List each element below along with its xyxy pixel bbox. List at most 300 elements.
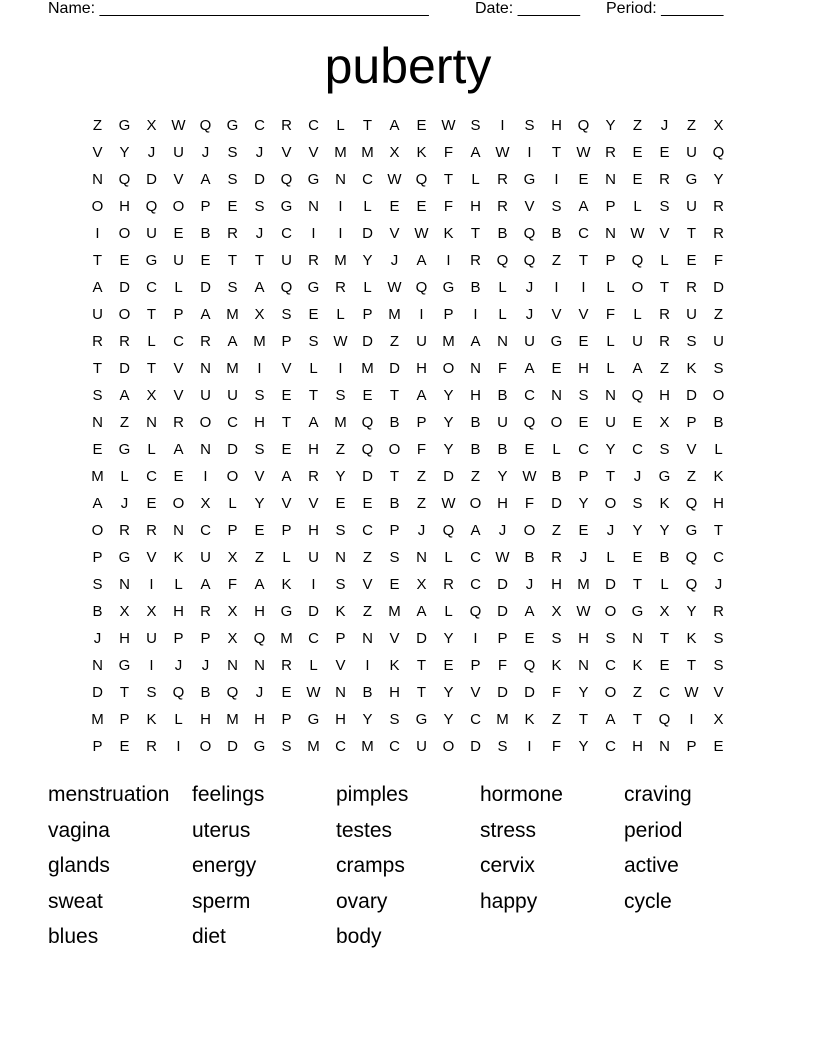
grid-letter[interactable]: Q bbox=[631, 252, 644, 269]
grid-letter[interactable]: C bbox=[632, 441, 643, 458]
grid-letter[interactable]: D bbox=[227, 441, 238, 458]
grid-letter[interactable]: B bbox=[470, 441, 481, 458]
grid-letter[interactable]: L bbox=[444, 549, 453, 566]
grid-letter[interactable]: L bbox=[309, 360, 318, 377]
grid-letter[interactable]: B bbox=[362, 684, 373, 701]
grid-letter[interactable]: O bbox=[442, 738, 455, 755]
grid-letter[interactable]: L bbox=[471, 171, 480, 188]
grid-letter[interactable]: E bbox=[281, 387, 292, 404]
grid-letter[interactable]: Z bbox=[389, 333, 400, 350]
grid-letter[interactable]: C bbox=[281, 225, 292, 242]
grid-letter[interactable]: R bbox=[470, 252, 481, 269]
grid-letter[interactable]: E bbox=[632, 171, 643, 188]
grid-letter[interactable]: N bbox=[173, 522, 184, 539]
grid-letter[interactable]: G bbox=[523, 171, 536, 188]
grid-letter[interactable]: Y bbox=[443, 441, 454, 458]
grid-letter[interactable]: K bbox=[335, 603, 346, 620]
grid-letter[interactable]: L bbox=[336, 306, 345, 323]
grid-letter[interactable]: Z bbox=[632, 117, 643, 134]
grid-letter[interactable]: P bbox=[281, 333, 292, 350]
grid-letter[interactable]: U bbox=[686, 198, 697, 215]
grid-letter[interactable]: F bbox=[443, 144, 454, 161]
grid-letter[interactable]: Z bbox=[551, 252, 562, 269]
grid-letter[interactable]: R bbox=[551, 549, 562, 566]
grid-letter[interactable]: A bbox=[200, 576, 211, 593]
grid-letter[interactable]: M bbox=[91, 711, 104, 728]
grid-letter[interactable]: L bbox=[174, 711, 183, 728]
grid-letter[interactable]: U bbox=[173, 252, 184, 269]
grid-letter[interactable]: U bbox=[686, 306, 697, 323]
grid-letter[interactable]: U bbox=[524, 333, 535, 350]
grid-letter[interactable]: N bbox=[605, 171, 616, 188]
grid-letter[interactable]: E bbox=[632, 549, 643, 566]
grid-letter[interactable]: T bbox=[578, 252, 589, 269]
grid-letter[interactable]: P bbox=[362, 306, 373, 323]
grid-letter[interactable]: S bbox=[92, 387, 103, 404]
grid-letter[interactable]: D bbox=[362, 225, 373, 242]
grid-letter[interactable]: V bbox=[551, 306, 562, 323]
grid-letter[interactable]: I bbox=[338, 360, 343, 377]
grid-letter[interactable]: A bbox=[281, 468, 292, 485]
grid-letter[interactable]: D bbox=[200, 279, 211, 296]
grid-letter[interactable]: O bbox=[226, 468, 239, 485]
grid-letter[interactable]: W bbox=[495, 549, 510, 566]
grid-letter[interactable]: H bbox=[578, 630, 589, 647]
grid-letter[interactable]: B bbox=[497, 225, 508, 242]
grid-letter[interactable]: D bbox=[686, 387, 697, 404]
grid-letter[interactable]: A bbox=[632, 360, 643, 377]
grid-letter[interactable]: Q bbox=[415, 171, 428, 188]
grid-letter[interactable]: T bbox=[416, 684, 427, 701]
grid-letter[interactable]: C bbox=[470, 711, 481, 728]
grid-letter[interactable]: K bbox=[686, 360, 697, 377]
grid-letter[interactable]: X bbox=[713, 117, 724, 134]
grid-letter[interactable]: C bbox=[578, 441, 589, 458]
grid-letter[interactable]: Q bbox=[361, 441, 374, 458]
grid-letter[interactable]: K bbox=[659, 495, 670, 512]
grid-letter[interactable]: J bbox=[525, 306, 534, 323]
grid-letter[interactable]: A bbox=[227, 333, 238, 350]
grid-letter[interactable]: M bbox=[442, 333, 455, 350]
grid-letter[interactable]: P bbox=[686, 414, 697, 431]
grid-letter[interactable]: N bbox=[335, 171, 346, 188]
grid-letter[interactable]: Y bbox=[632, 522, 643, 539]
grid-letter[interactable]: O bbox=[604, 495, 617, 512]
grid-letter[interactable]: R bbox=[281, 657, 292, 674]
grid-letter[interactable]: E bbox=[362, 387, 373, 404]
grid-letter[interactable]: D bbox=[227, 738, 238, 755]
grid-letter[interactable]: M bbox=[361, 738, 374, 755]
grid-letter[interactable]: S bbox=[335, 576, 346, 593]
grid-letter[interactable]: U bbox=[173, 144, 184, 161]
grid-letter[interactable]: H bbox=[254, 414, 265, 431]
grid-letter[interactable]: M bbox=[388, 306, 401, 323]
grid-letter[interactable]: T bbox=[119, 684, 130, 701]
grid-letter[interactable]: E bbox=[524, 630, 535, 647]
grid-letter[interactable]: J bbox=[174, 657, 183, 674]
grid-letter[interactable]: G bbox=[415, 711, 428, 728]
grid-letter[interactable]: Q bbox=[523, 252, 536, 269]
grid-letter[interactable]: H bbox=[578, 360, 589, 377]
grid-letter[interactable]: F bbox=[497, 657, 508, 674]
grid-letter[interactable]: F bbox=[443, 198, 454, 215]
grid-letter[interactable]: C bbox=[308, 117, 319, 134]
grid-letter[interactable]: V bbox=[173, 171, 184, 188]
grid-letter[interactable]: L bbox=[660, 252, 669, 269]
grid-letter[interactable]: Z bbox=[686, 117, 697, 134]
grid-letter[interactable]: W bbox=[684, 684, 699, 701]
grid-letter[interactable]: P bbox=[281, 711, 292, 728]
grid-letter[interactable]: R bbox=[335, 279, 346, 296]
grid-letter[interactable]: J bbox=[390, 252, 399, 269]
grid-letter[interactable]: O bbox=[388, 441, 401, 458]
grid-letter[interactable]: C bbox=[578, 225, 589, 242]
grid-letter[interactable]: G bbox=[307, 279, 320, 296]
grid-letter[interactable]: L bbox=[147, 333, 156, 350]
grid-letter[interactable]: N bbox=[200, 441, 211, 458]
grid-letter[interactable]: R bbox=[308, 468, 319, 485]
grid-letter[interactable]: C bbox=[605, 738, 616, 755]
grid-letter[interactable]: A bbox=[470, 144, 481, 161]
grid-letter[interactable]: Q bbox=[172, 684, 185, 701]
grid-letter[interactable]: T bbox=[92, 252, 103, 269]
grid-letter[interactable]: I bbox=[149, 657, 154, 674]
grid-letter[interactable]: K bbox=[443, 225, 454, 242]
grid-letter[interactable]: M bbox=[388, 603, 401, 620]
grid-letter[interactable]: H bbox=[119, 198, 130, 215]
grid-letter[interactable]: D bbox=[470, 738, 481, 755]
grid-letter[interactable]: H bbox=[308, 522, 319, 539]
grid-letter[interactable]: X bbox=[200, 495, 211, 512]
grid-letter[interactable]: X bbox=[659, 603, 670, 620]
grid-letter[interactable]: Q bbox=[577, 117, 590, 134]
grid-letter[interactable]: G bbox=[226, 117, 239, 134]
grid-letter[interactable]: T bbox=[686, 657, 697, 674]
grid-letter[interactable]: R bbox=[659, 333, 670, 350]
grid-letter[interactable]: S bbox=[578, 387, 589, 404]
grid-letter[interactable]: D bbox=[119, 360, 130, 377]
grid-letter[interactable]: Q bbox=[523, 225, 536, 242]
grid-letter[interactable]: D bbox=[362, 468, 373, 485]
grid-letter[interactable]: K bbox=[713, 468, 724, 485]
grid-letter[interactable]: I bbox=[338, 198, 343, 215]
grid-letter[interactable]: J bbox=[525, 279, 534, 296]
grid-letter[interactable]: E bbox=[389, 198, 400, 215]
grid-letter[interactable]: V bbox=[578, 306, 589, 323]
grid-letter[interactable]: X bbox=[254, 306, 265, 323]
grid-letter[interactable]: K bbox=[146, 711, 157, 728]
grid-letter[interactable]: I bbox=[527, 144, 532, 161]
grid-letter[interactable]: P bbox=[686, 738, 697, 755]
grid-letter[interactable]: T bbox=[443, 171, 454, 188]
grid-letter[interactable]: Z bbox=[92, 117, 103, 134]
grid-letter[interactable]: F bbox=[713, 252, 724, 269]
grid-letter[interactable]: T bbox=[713, 522, 724, 539]
grid-letter[interactable]: H bbox=[335, 711, 346, 728]
grid-letter[interactable]: W bbox=[414, 225, 429, 242]
grid-letter[interactable]: V bbox=[146, 549, 157, 566]
grid-letter[interactable]: C bbox=[605, 657, 616, 674]
grid-letter[interactable]: M bbox=[226, 360, 239, 377]
grid-letter[interactable]: O bbox=[91, 198, 104, 215]
grid-letter[interactable]: H bbox=[254, 603, 265, 620]
grid-letter[interactable]: B bbox=[200, 225, 211, 242]
grid-letter[interactable]: I bbox=[554, 279, 559, 296]
grid-letter[interactable]: N bbox=[659, 738, 670, 755]
grid-letter[interactable]: I bbox=[581, 279, 586, 296]
grid-letter[interactable]: E bbox=[659, 657, 670, 674]
grid-letter[interactable]: O bbox=[172, 495, 185, 512]
grid-letter[interactable]: Q bbox=[496, 252, 509, 269]
grid-letter[interactable]: I bbox=[554, 171, 559, 188]
grid-letter[interactable]: I bbox=[500, 117, 505, 134]
grid-letter[interactable]: T bbox=[146, 306, 157, 323]
grid-letter[interactable]: N bbox=[605, 225, 616, 242]
grid-letter[interactable]: O bbox=[712, 387, 725, 404]
grid-letter[interactable]: T bbox=[362, 117, 373, 134]
grid-letter[interactable]: G bbox=[118, 441, 131, 458]
grid-letter[interactable]: L bbox=[174, 576, 183, 593]
grid-letter[interactable]: T bbox=[632, 711, 643, 728]
grid-letter[interactable]: F bbox=[227, 576, 238, 593]
grid-letter[interactable]: S bbox=[227, 144, 238, 161]
grid-letter[interactable]: R bbox=[497, 171, 508, 188]
grid-letter[interactable]: E bbox=[578, 171, 589, 188]
period-field[interactable]: Period: _______ bbox=[606, 0, 724, 17]
grid-letter[interactable]: M bbox=[496, 711, 509, 728]
grid-letter[interactable]: J bbox=[633, 468, 642, 485]
grid-letter[interactable]: B bbox=[551, 225, 562, 242]
grid-letter[interactable]: O bbox=[199, 414, 212, 431]
grid-letter[interactable]: B bbox=[470, 414, 481, 431]
grid-letter[interactable]: S bbox=[551, 198, 562, 215]
grid-letter[interactable]: Z bbox=[416, 495, 427, 512]
grid-letter[interactable]: A bbox=[92, 279, 103, 296]
grid-letter[interactable]: J bbox=[201, 144, 210, 161]
grid-letter[interactable]: I bbox=[527, 738, 532, 755]
grid-letter[interactable]: K bbox=[281, 576, 292, 593]
grid-letter[interactable]: B bbox=[389, 414, 400, 431]
grid-letter[interactable]: M bbox=[91, 468, 104, 485]
grid-letter[interactable]: S bbox=[254, 198, 265, 215]
grid-letter[interactable]: J bbox=[498, 522, 507, 539]
grid-letter[interactable]: U bbox=[686, 144, 697, 161]
grid-letter[interactable]: S bbox=[227, 171, 238, 188]
grid-letter[interactable]: Y bbox=[578, 738, 589, 755]
grid-letter[interactable]: Q bbox=[523, 414, 536, 431]
grid-letter[interactable]: F bbox=[605, 306, 616, 323]
grid-letter[interactable]: S bbox=[659, 441, 670, 458]
grid-letter[interactable]: D bbox=[308, 603, 319, 620]
grid-letter[interactable]: E bbox=[200, 252, 211, 269]
grid-letter[interactable]: I bbox=[203, 468, 208, 485]
grid-letter[interactable]: L bbox=[660, 576, 669, 593]
grid-letter[interactable]: G bbox=[631, 603, 644, 620]
grid-letter[interactable]: E bbox=[551, 360, 562, 377]
grid-letter[interactable]: A bbox=[200, 171, 211, 188]
grid-letter[interactable]: L bbox=[120, 468, 129, 485]
grid-letter[interactable]: E bbox=[227, 198, 238, 215]
grid-letter[interactable]: A bbox=[389, 117, 400, 134]
grid-letter[interactable]: T bbox=[470, 225, 481, 242]
grid-letter[interactable]: H bbox=[659, 387, 670, 404]
grid-letter[interactable]: S bbox=[92, 576, 103, 593]
grid-letter[interactable]: C bbox=[524, 387, 535, 404]
grid-letter[interactable]: L bbox=[363, 198, 372, 215]
grid-letter[interactable]: M bbox=[226, 711, 239, 728]
grid-letter[interactable]: D bbox=[605, 576, 616, 593]
grid-letter[interactable]: O bbox=[118, 225, 131, 242]
grid-letter[interactable]: E bbox=[119, 252, 130, 269]
grid-letter[interactable]: P bbox=[119, 711, 130, 728]
grid-letter[interactable]: I bbox=[149, 576, 154, 593]
grid-letter[interactable]: J bbox=[255, 684, 264, 701]
grid-letter[interactable]: K bbox=[389, 657, 400, 674]
grid-letter[interactable]: V bbox=[254, 468, 265, 485]
grid-letter[interactable]: J bbox=[147, 144, 156, 161]
grid-letter[interactable]: S bbox=[389, 711, 400, 728]
grid-letter[interactable]: U bbox=[416, 333, 427, 350]
grid-letter[interactable]: X bbox=[227, 549, 238, 566]
grid-letter[interactable]: R bbox=[173, 414, 184, 431]
grid-letter[interactable]: Y bbox=[119, 144, 130, 161]
grid-letter[interactable]: E bbox=[713, 738, 724, 755]
grid-letter[interactable]: Y bbox=[254, 495, 265, 512]
grid-letter[interactable]: G bbox=[442, 279, 455, 296]
grid-letter[interactable]: M bbox=[334, 144, 347, 161]
grid-letter[interactable]: E bbox=[578, 333, 589, 350]
grid-letter[interactable]: S bbox=[470, 117, 481, 134]
grid-letter[interactable]: E bbox=[578, 414, 589, 431]
grid-letter[interactable]: G bbox=[253, 738, 266, 755]
grid-letter[interactable]: H bbox=[416, 360, 427, 377]
grid-letter[interactable]: U bbox=[200, 549, 211, 566]
grid-letter[interactable]: P bbox=[173, 306, 184, 323]
grid-letter[interactable]: P bbox=[281, 522, 292, 539]
grid-letter[interactable]: P bbox=[227, 522, 238, 539]
grid-letter[interactable]: L bbox=[606, 549, 615, 566]
grid-letter[interactable]: A bbox=[416, 603, 427, 620]
grid-letter[interactable]: A bbox=[470, 522, 481, 539]
grid-letter[interactable]: D bbox=[551, 495, 562, 512]
grid-letter[interactable]: C bbox=[254, 117, 265, 134]
grid-letter[interactable]: Y bbox=[659, 522, 670, 539]
grid-letter[interactable]: V bbox=[659, 225, 670, 242]
grid-letter[interactable]: J bbox=[255, 225, 264, 242]
grid-letter[interactable]: Z bbox=[470, 468, 481, 485]
grid-letter[interactable]: A bbox=[308, 414, 319, 431]
grid-letter[interactable]: C bbox=[389, 738, 400, 755]
grid-letter[interactable]: H bbox=[254, 711, 265, 728]
grid-letter[interactable]: J bbox=[93, 630, 102, 647]
grid-letter[interactable]: N bbox=[254, 657, 265, 674]
grid-letter[interactable]: E bbox=[146, 495, 157, 512]
grid-letter[interactable]: Y bbox=[713, 171, 724, 188]
grid-letter[interactable]: S bbox=[254, 387, 265, 404]
grid-letter[interactable]: V bbox=[389, 630, 400, 647]
grid-letter[interactable]: F bbox=[416, 441, 427, 458]
grid-letter[interactable]: S bbox=[335, 387, 346, 404]
grid-letter[interactable]: P bbox=[470, 657, 481, 674]
grid-letter[interactable]: J bbox=[579, 549, 588, 566]
grid-letter[interactable]: O bbox=[469, 495, 482, 512]
grid-letter[interactable]: E bbox=[308, 306, 319, 323]
grid-letter[interactable]: E bbox=[389, 576, 400, 593]
grid-letter[interactable]: Z bbox=[362, 549, 373, 566]
grid-letter[interactable]: U bbox=[92, 306, 103, 323]
grid-letter[interactable]: L bbox=[174, 279, 183, 296]
grid-letter[interactable]: N bbox=[119, 576, 130, 593]
grid-letter[interactable]: R bbox=[92, 333, 103, 350]
grid-letter[interactable]: X bbox=[227, 630, 238, 647]
grid-letter[interactable]: Y bbox=[362, 711, 373, 728]
grid-letter[interactable]: L bbox=[606, 333, 615, 350]
grid-letter[interactable]: N bbox=[335, 684, 346, 701]
grid-letter[interactable]: S bbox=[551, 630, 562, 647]
grid-letter[interactable]: U bbox=[200, 387, 211, 404]
grid-letter[interactable]: O bbox=[604, 684, 617, 701]
grid-letter[interactable]: Y bbox=[443, 387, 454, 404]
grid-letter[interactable]: A bbox=[119, 387, 130, 404]
grid-letter[interactable]: L bbox=[363, 279, 372, 296]
grid-letter[interactable]: Q bbox=[685, 495, 698, 512]
grid-letter[interactable]: U bbox=[308, 549, 319, 566]
grid-letter[interactable]: W bbox=[387, 171, 402, 188]
grid-letter[interactable]: C bbox=[362, 522, 373, 539]
grid-letter[interactable]: R bbox=[659, 306, 670, 323]
grid-letter[interactable]: P bbox=[173, 630, 184, 647]
grid-letter[interactable]: V bbox=[308, 495, 319, 512]
grid-letter[interactable]: E bbox=[632, 414, 643, 431]
grid-letter[interactable]: E bbox=[443, 657, 454, 674]
grid-letter[interactable]: L bbox=[147, 441, 156, 458]
grid-letter[interactable]: A bbox=[254, 279, 265, 296]
grid-letter[interactable]: J bbox=[660, 117, 669, 134]
grid-letter[interactable]: X bbox=[119, 603, 130, 620]
grid-letter[interactable]: P bbox=[200, 630, 211, 647]
grid-letter[interactable]: P bbox=[92, 738, 103, 755]
grid-letter[interactable]: T bbox=[416, 657, 427, 674]
grid-letter[interactable]: Z bbox=[254, 549, 265, 566]
grid-letter[interactable]: G bbox=[550, 333, 563, 350]
grid-letter[interactable]: Y bbox=[578, 495, 589, 512]
grid-letter[interactable]: U bbox=[146, 225, 157, 242]
grid-letter[interactable]: A bbox=[470, 333, 481, 350]
grid-letter[interactable]: S bbox=[308, 333, 319, 350]
grid-letter[interactable]: B bbox=[497, 441, 508, 458]
grid-letter[interactable]: T bbox=[578, 711, 589, 728]
grid-letter[interactable]: B bbox=[497, 387, 508, 404]
grid-letter[interactable]: W bbox=[306, 684, 321, 701]
grid-letter[interactable]: R bbox=[281, 117, 292, 134]
grid-letter[interactable]: D bbox=[146, 171, 157, 188]
grid-letter[interactable]: P bbox=[92, 549, 103, 566]
grid-letter[interactable]: V bbox=[173, 387, 184, 404]
grid-letter[interactable]: I bbox=[419, 306, 424, 323]
grid-letter[interactable]: R bbox=[497, 198, 508, 215]
grid-letter[interactable]: R bbox=[200, 603, 211, 620]
grid-letter[interactable]: L bbox=[336, 117, 345, 134]
grid-letter[interactable]: C bbox=[308, 630, 319, 647]
grid-letter[interactable]: D bbox=[497, 684, 508, 701]
grid-letter[interactable]: V bbox=[524, 198, 535, 215]
grid-letter[interactable]: A bbox=[416, 387, 427, 404]
grid-letter[interactable]: J bbox=[120, 495, 129, 512]
grid-letter[interactable]: V bbox=[389, 225, 400, 242]
grid-letter[interactable]: T bbox=[389, 468, 400, 485]
grid-letter[interactable]: M bbox=[577, 576, 590, 593]
grid-letter[interactable]: E bbox=[632, 144, 643, 161]
